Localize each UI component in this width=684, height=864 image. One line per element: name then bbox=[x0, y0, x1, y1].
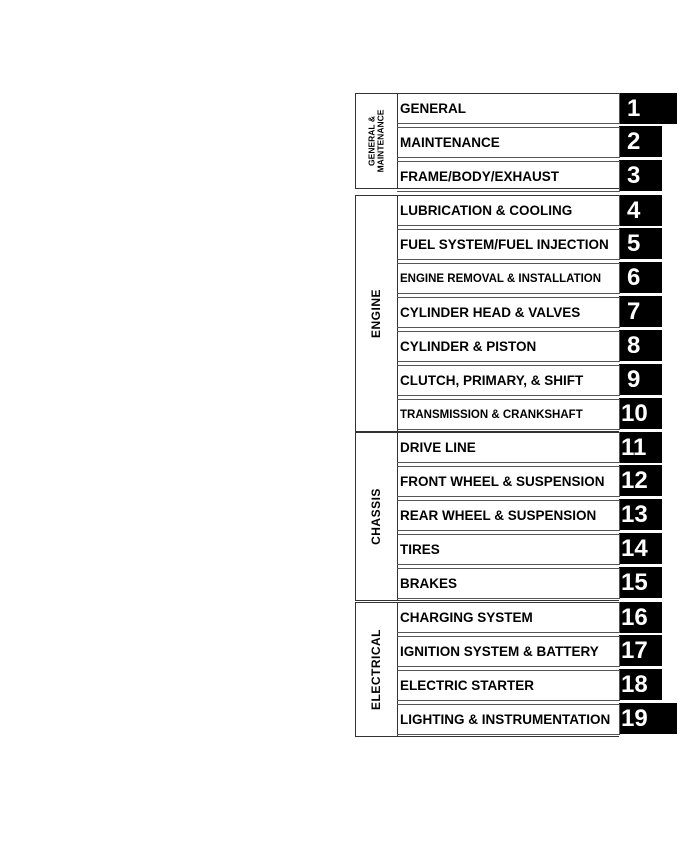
section-group bbox=[355, 195, 619, 432]
chapter-link[interactable]: MAINTENANCE bbox=[397, 127, 620, 158]
chapter-link[interactable]: FUEL SYSTEM/FUEL INJECTION bbox=[397, 229, 620, 260]
chapter-number-tab[interactable]: 10 bbox=[619, 398, 662, 429]
chapter-link[interactable]: FRAME/BODY/EXHAUST bbox=[397, 161, 620, 192]
chapter-link[interactable]: FRONT WHEEL & SUSPENSION bbox=[397, 466, 620, 497]
chapter-link[interactable]: CYLINDER HEAD & VALVES bbox=[397, 297, 620, 328]
chapter-number-tab[interactable]: 2 bbox=[619, 126, 662, 157]
chapter-link[interactable]: REAR WHEEL & SUSPENSION bbox=[397, 500, 620, 531]
chapter-number-tab[interactable]: 14 bbox=[619, 533, 662, 564]
chapter-number-tab[interactable]: 3 bbox=[619, 160, 662, 191]
group-label-text: ENGINE bbox=[369, 288, 384, 339]
chapter-number-tab[interactable]: 19 bbox=[619, 703, 677, 734]
chapter-link[interactable]: ELECTRIC STARTER bbox=[397, 670, 620, 701]
chapter-link[interactable]: CHARGING SYSTEM bbox=[397, 602, 620, 633]
chapter-number-tab[interactable]: 7 bbox=[619, 296, 662, 327]
chapter-number-tab[interactable]: 17 bbox=[619, 635, 662, 666]
chapter-number-tab[interactable]: 9 bbox=[619, 364, 662, 395]
section-group bbox=[355, 602, 619, 737]
group-label-text: ELECTRICAL bbox=[369, 629, 383, 710]
section-group bbox=[355, 93, 619, 189]
group-label-text: CHASSIS bbox=[369, 488, 383, 545]
chapter-number-tab[interactable]: 15 bbox=[619, 567, 662, 598]
group-label-text: GENERAL & MAINTENANCE bbox=[366, 109, 386, 173]
chapter-link[interactable]: LIGHTING & INSTRUMENTATION bbox=[397, 704, 620, 735]
chapter-link[interactable]: ENGINE REMOVAL & INSTALLATION bbox=[397, 263, 620, 294]
chapter-link[interactable]: GENERAL bbox=[397, 93, 620, 124]
section-group bbox=[355, 432, 619, 601]
chapter-link[interactable]: BRAKES bbox=[397, 568, 620, 599]
chapter-number-tab[interactable]: 6 bbox=[619, 262, 662, 293]
chapter-link[interactable]: LUBRICATION & COOLING bbox=[397, 195, 620, 226]
chapter-number-tab[interactable]: 1 bbox=[619, 93, 677, 124]
section-group-label bbox=[356, 603, 398, 736]
chapter-number-tab[interactable]: 5 bbox=[619, 228, 662, 259]
chapter-link[interactable]: TIRES bbox=[397, 534, 620, 565]
chapter-link[interactable]: DRIVE LINE bbox=[397, 432, 620, 463]
section-group-label bbox=[356, 433, 398, 600]
chapter-number-tab[interactable]: 11 bbox=[619, 432, 662, 463]
chapter-number-tab[interactable]: 16 bbox=[619, 602, 662, 633]
chapter-number-tab[interactable]: 13 bbox=[619, 499, 662, 530]
chapter-link[interactable]: TRANSMISSION & CRANKSHAFT bbox=[397, 399, 620, 430]
section-group-label bbox=[356, 196, 398, 431]
chapter-number-tab[interactable]: 18 bbox=[619, 669, 662, 700]
chapter-number-tab[interactable]: 4 bbox=[619, 195, 662, 226]
section-group-label bbox=[356, 94, 398, 188]
chapter-link[interactable]: CYLINDER & PISTON bbox=[397, 331, 620, 362]
chapter-link[interactable]: CLUTCH, PRIMARY, & SHIFT bbox=[397, 365, 620, 396]
chapter-link[interactable]: IGNITION SYSTEM & BATTERY bbox=[397, 636, 620, 667]
chapter-number-tab[interactable]: 12 bbox=[619, 465, 662, 496]
chapter-number-tab[interactable]: 8 bbox=[619, 330, 662, 361]
